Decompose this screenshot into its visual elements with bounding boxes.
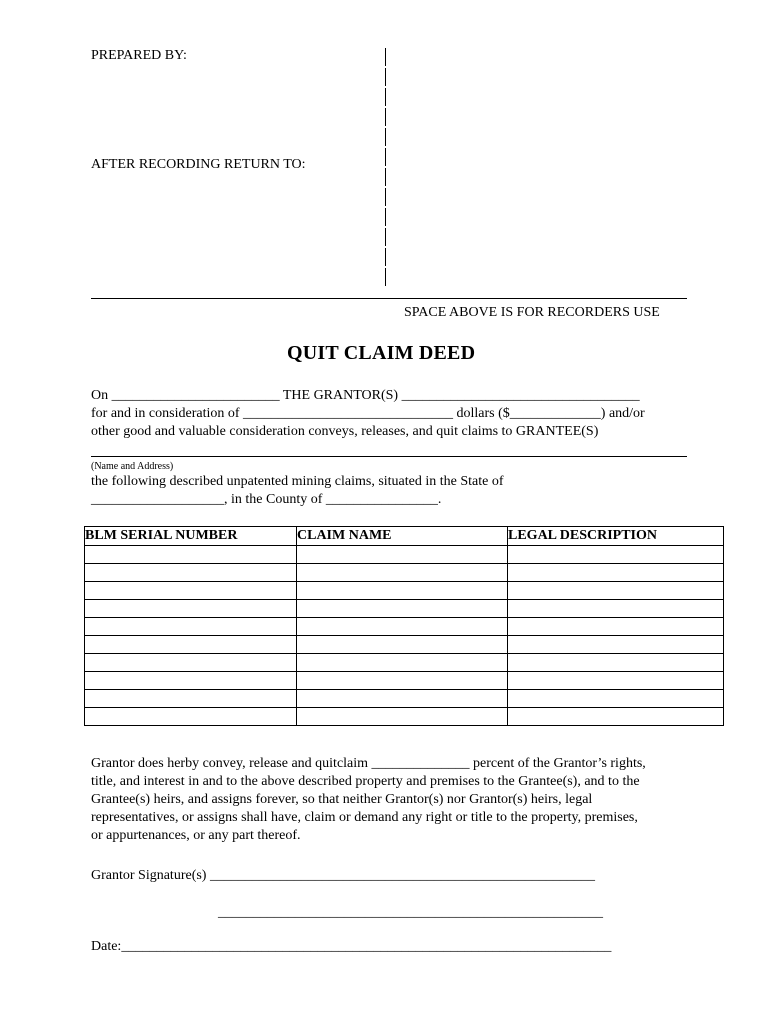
document-title: QUIT CLAIM DEED [287,342,476,364]
table-cell[interactable] [297,708,508,726]
table-row [85,582,724,600]
prepared-by-label: PREPARED BY: [91,48,187,63]
table-row [85,672,724,690]
conveyance-line-3: Grantee(s) heirs, and assigns forever, so that neither Grantor(s) nor Grantor(s) heirs, legal [91,792,593,807]
claims-table [84,526,724,726]
table-row [85,600,724,618]
intro-line-2[interactable]: for and in consideration of ______________________________ dollars ($_____________) and/or [91,406,645,421]
table-cell[interactable] [508,636,724,654]
conveyance-paragraph [91,755,711,845]
recorder-note: SPACE ABOVE IS FOR RECORDERS USE [404,305,660,320]
table-cell[interactable] [297,690,508,708]
table-cell[interactable] [85,618,297,636]
table-cell[interactable] [508,654,724,672]
table-cell[interactable] [297,618,508,636]
table-cell[interactable] [85,690,297,708]
table-cell[interactable] [508,672,724,690]
table-row [85,564,724,582]
intro-line-5[interactable]: ___________________, in the County of ________________. [91,492,442,507]
location-section [91,473,711,509]
table-cell[interactable] [508,582,724,600]
column-header-blm-serial: BLM SERIAL NUMBER [85,527,297,546]
table-row [85,636,724,654]
intro-line-3: other good and valuable consideration conveys, releases, and quit claims to GRANTEE(S) [91,424,599,439]
table-cell[interactable] [508,618,724,636]
table-cell[interactable] [297,636,508,654]
table-cell[interactable] [508,690,724,708]
table-cell[interactable] [85,708,297,726]
conveyance-line-5: or appurtenances, or any part thereof. [91,828,301,843]
table-cell[interactable] [85,564,297,582]
table-cell[interactable] [297,600,508,618]
column-header-claim-name: CLAIM NAME [297,527,508,546]
grantee-field-line[interactable] [91,456,687,457]
conveyance-line-2: title, and interest in and to the above described property and premises to the Grantee(s), and to the [91,774,640,789]
column-header-legal-description: LEGAL DESCRIPTION [508,527,724,546]
table-row [85,690,724,708]
intro-line-1[interactable]: On ________________________ THE GRANTOR(S) __________________________________ [91,388,640,403]
table-cell[interactable] [297,564,508,582]
intro-section [91,387,711,441]
table-cell[interactable] [508,546,724,564]
table-cell[interactable] [297,546,508,564]
table-cell[interactable] [85,636,297,654]
table-cell[interactable] [297,672,508,690]
table-row [85,654,724,672]
conveyance-line-4: representatives, or assigns shall have, claim or demand any right or title to the property, premises, [91,810,638,825]
table-row [85,546,724,564]
table-cell[interactable] [85,600,297,618]
table-cell[interactable] [508,600,724,618]
table-cell[interactable] [85,546,297,564]
intro-line-4: the following described unpatented mining claims, situated in the State of [91,474,504,489]
table-cell[interactable] [85,672,297,690]
table-header-row [85,527,724,546]
grantor-signature-field[interactable]: Grantor Signature(s) _______________________________________________________ [91,868,595,883]
table-cell[interactable] [297,654,508,672]
table-cell[interactable] [508,708,724,726]
name-address-label: (Name and Address) [91,461,174,472]
table-row [85,618,724,636]
table-cell[interactable] [297,582,508,600]
table-cell[interactable] [508,564,724,582]
conveyance-line-1[interactable]: Grantor does herby convey, release and quitclaim ______________ percent of the Grantor’s rights, [91,756,646,771]
table-cell[interactable] [85,582,297,600]
table-row [85,708,724,726]
table-cell[interactable] [85,654,297,672]
recorder-rule [91,298,687,299]
grantor-signature-field-2[interactable]: _______________________________________________________ [218,905,603,920]
date-field[interactable]: Date:______________________________________________________________________ [91,939,612,954]
return-to-label: AFTER RECORDING RETURN TO: [91,157,306,172]
